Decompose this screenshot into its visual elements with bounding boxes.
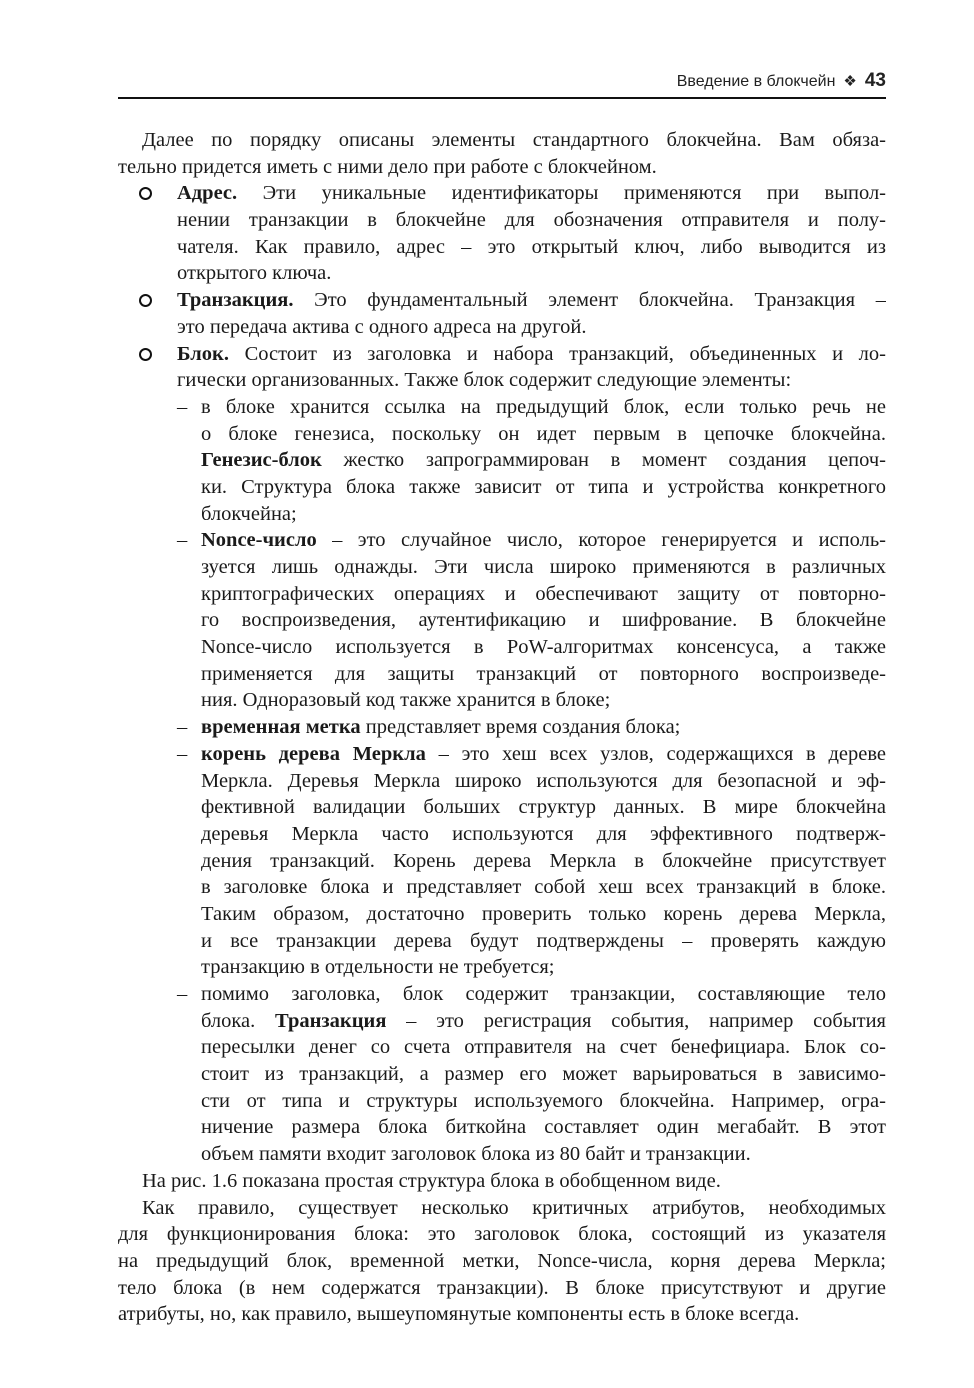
text-line (118, 1168, 886, 1195)
text-run: – это случайное число, которое генерируется и исполь- (316, 529, 886, 552)
text-run: транзакцию в отдельности не требуется; (201, 956, 555, 979)
text-run: ничение размера блока биткойна составляет один мегабайт. В этот (201, 1116, 886, 1139)
dash-marker: – (177, 529, 188, 552)
bold-term: Адрес. (177, 182, 238, 205)
text-run: сти от типа и структуры используемого блокчейна. Например, огра- (201, 1089, 886, 1112)
text-run: блока. (201, 1009, 276, 1032)
bold-term: Транзакция. (177, 289, 294, 312)
text-line (201, 607, 886, 634)
text-run: чателя. Как правило, адрес – это открытый ключ, либо выводится из (177, 235, 886, 258)
text-run: стоит из транзакций, а размер его может варьироваться в зависимо- (201, 1063, 886, 1086)
dash-item (118, 527, 886, 714)
text-line (177, 287, 886, 314)
text-line (201, 394, 886, 421)
text-run: Nonce-число используется в PoW-алгоритмах консенсуса, а также (201, 636, 886, 659)
text-run: Таким образом, достаточно проверить только корень дерева Меркла, (201, 902, 886, 925)
text-line (177, 367, 886, 394)
text-line (201, 634, 886, 661)
text-run: – это регистрация события, например события (386, 1009, 886, 1032)
running-header (118, 70, 886, 94)
text-run: го воспроизведения, аутентификацию и шифрование. В блокчейне (201, 609, 886, 632)
text-line (201, 1008, 886, 1035)
bullet-item (118, 341, 886, 394)
text-line (201, 527, 886, 554)
text-line (118, 1195, 886, 1222)
text-line (177, 207, 886, 234)
bold-term: Генезис-блок (201, 449, 322, 472)
paragraph (118, 1168, 886, 1195)
text-run: Это фундаментальный элемент блокчейна. Транзакция – (293, 289, 886, 312)
text-run: представляет время создания блока; (360, 716, 681, 739)
text-line (118, 1275, 886, 1302)
text-run: ки. Структура блока также зависит от типа и устройства конкретного (201, 475, 886, 498)
text-run: тело блока (в нем содержатся транзакции). В блоке присутствуют и другие (118, 1276, 886, 1299)
text-run: в заголовке блока и представляет собой хеш всех транзакций в блоке. (201, 876, 886, 899)
circle-bullet-icon (139, 187, 152, 200)
ornament-icon: ❖ (843, 73, 857, 90)
text-run: объем памяти входит заголовок блока из 80 байт и транзакции. (201, 1143, 751, 1166)
text-run: дения транзакций. Корень дерева Меркла в блокчейне присутствует (201, 849, 886, 872)
text-run: Эти уникальные идентификаторы применяются при выпол- (237, 182, 886, 205)
page-number: 43 (864, 70, 886, 91)
text-line (201, 848, 886, 875)
text-line (201, 554, 886, 581)
text-line (201, 821, 886, 848)
text-line (118, 1301, 886, 1328)
text-run: нении транзакции в блокчейне для обозначения отправителя и полу- (177, 209, 886, 232)
text-run: жестко запрограммирован в момент создания цепоч- (321, 449, 886, 472)
header-rule (118, 97, 886, 99)
bullet-item (118, 180, 886, 287)
text-run: гически организованных. Также блок содержит следующие элементы: (177, 369, 792, 392)
paragraph (118, 1195, 886, 1328)
text-line (177, 260, 886, 287)
dash-item (118, 714, 886, 741)
text-line (201, 447, 886, 474)
text-run: применяется для защиты транзакций от повторного воспроизведе- (201, 662, 886, 685)
dash-marker: – (177, 742, 188, 765)
text-run: тельно придется иметь с ними дело при работе с блокчейном. (118, 155, 657, 178)
text-line (177, 314, 886, 341)
dash-item (118, 394, 886, 527)
text-run: для функционирования блока: это заголовок блока, состоящий из указателя (118, 1223, 886, 1246)
dash-marker: – (177, 395, 188, 418)
dash-item (118, 741, 886, 981)
text-line (201, 768, 886, 795)
text-line (201, 1088, 886, 1115)
text-run: Меркла. Деревья Меркла широко используются для безопасной и эф- (201, 769, 886, 792)
text-line (201, 794, 886, 821)
text-run: – это хеш всех узлов, содержащихся в дереве (425, 742, 886, 765)
text-line (118, 1248, 886, 1275)
text-line (177, 341, 886, 368)
text-line (201, 928, 886, 955)
text-line (201, 714, 886, 741)
text-line (201, 1034, 886, 1061)
text-line (118, 127, 886, 154)
text-run: и все транзакции дерева будут подтверждены – проверять каждую (201, 929, 886, 952)
text-line (177, 234, 886, 261)
text-run: блокчейна; (201, 502, 297, 525)
text-line (201, 474, 886, 501)
text-run: зуется лишь однажды. Эти числа широко применяются в различных (201, 556, 886, 578)
text-run: фективной валидации больших структур данных. В мире блокчейна (201, 796, 886, 819)
bold-term: Nonce-число (201, 529, 317, 552)
paragraph (118, 127, 886, 180)
text-run: криптографических операциях и обеспечивают защиту от повторно- (201, 582, 886, 605)
text-line (201, 1061, 886, 1088)
text-line (201, 1141, 886, 1168)
text-run: Состоит из заголовка и набора транзакций, объединенных и ло- (228, 342, 886, 365)
text-run: деревья Меркла часто используются для эффективного подтверж- (201, 822, 886, 845)
dash-item (118, 981, 886, 1168)
text-line (201, 874, 886, 901)
text-line (201, 1114, 886, 1141)
text-run: в блоке хранится ссылка на предыдущий блок, если только речь не (201, 395, 886, 418)
text-run: пересылки денег со счета отправителя на счет бенефициара. Блок со- (201, 1036, 886, 1059)
text-line (118, 154, 886, 181)
bold-term: корень дерева Меркла (201, 742, 426, 765)
bold-term: Транзакция (275, 1009, 387, 1032)
text-line (201, 421, 886, 448)
text-line (201, 741, 886, 768)
text-line (118, 1221, 886, 1248)
bullet-item (118, 287, 886, 340)
circle-bullet-icon (139, 348, 152, 361)
text-run: это передача актива с одного адреса на другой. (177, 315, 587, 338)
text-run: о блоке генезиса, поскольку он идет первым в цепочке блокчейна. (201, 422, 886, 445)
circle-bullet-icon (139, 294, 152, 307)
header-title: Введение в блокчейн (676, 73, 836, 90)
text-run: атрибуты, но, как правило, вышеупомянутые компоненты есть в блоке всегда. (118, 1303, 800, 1326)
text-run: помимо заголовка, блок содержит транзакции, составляющие тело (201, 983, 886, 1005)
text-line (201, 981, 886, 1008)
text-run: ния. Одноразовый код также хранится в блоке; (201, 689, 611, 712)
text-line (201, 687, 886, 714)
text-run: Далее по порядку описаны элементы стандартного блокчейна. Вам обяза- (142, 129, 886, 151)
page-body (118, 127, 886, 1328)
text-run: открытого ключа. (177, 262, 332, 285)
dash-marker: – (177, 983, 188, 1005)
dash-marker: – (177, 716, 188, 739)
bold-term: Блок. (177, 342, 229, 365)
text-line (177, 180, 886, 207)
text-line (201, 581, 886, 608)
text-run: На рис. 1.6 показана простая структура блока в обобщенном виде. (142, 1169, 721, 1192)
text-line (201, 661, 886, 688)
text-line (201, 954, 886, 981)
bold-term: временная метка (201, 716, 361, 739)
text-line (201, 901, 886, 928)
text-run: на предыдущий блок, временной метки, Nonce-числа, корня дерева Меркла; (118, 1249, 886, 1272)
text-line (201, 501, 886, 528)
text-run: Как правило, существует несколько критичных атрибутов, необходимых (142, 1196, 886, 1219)
